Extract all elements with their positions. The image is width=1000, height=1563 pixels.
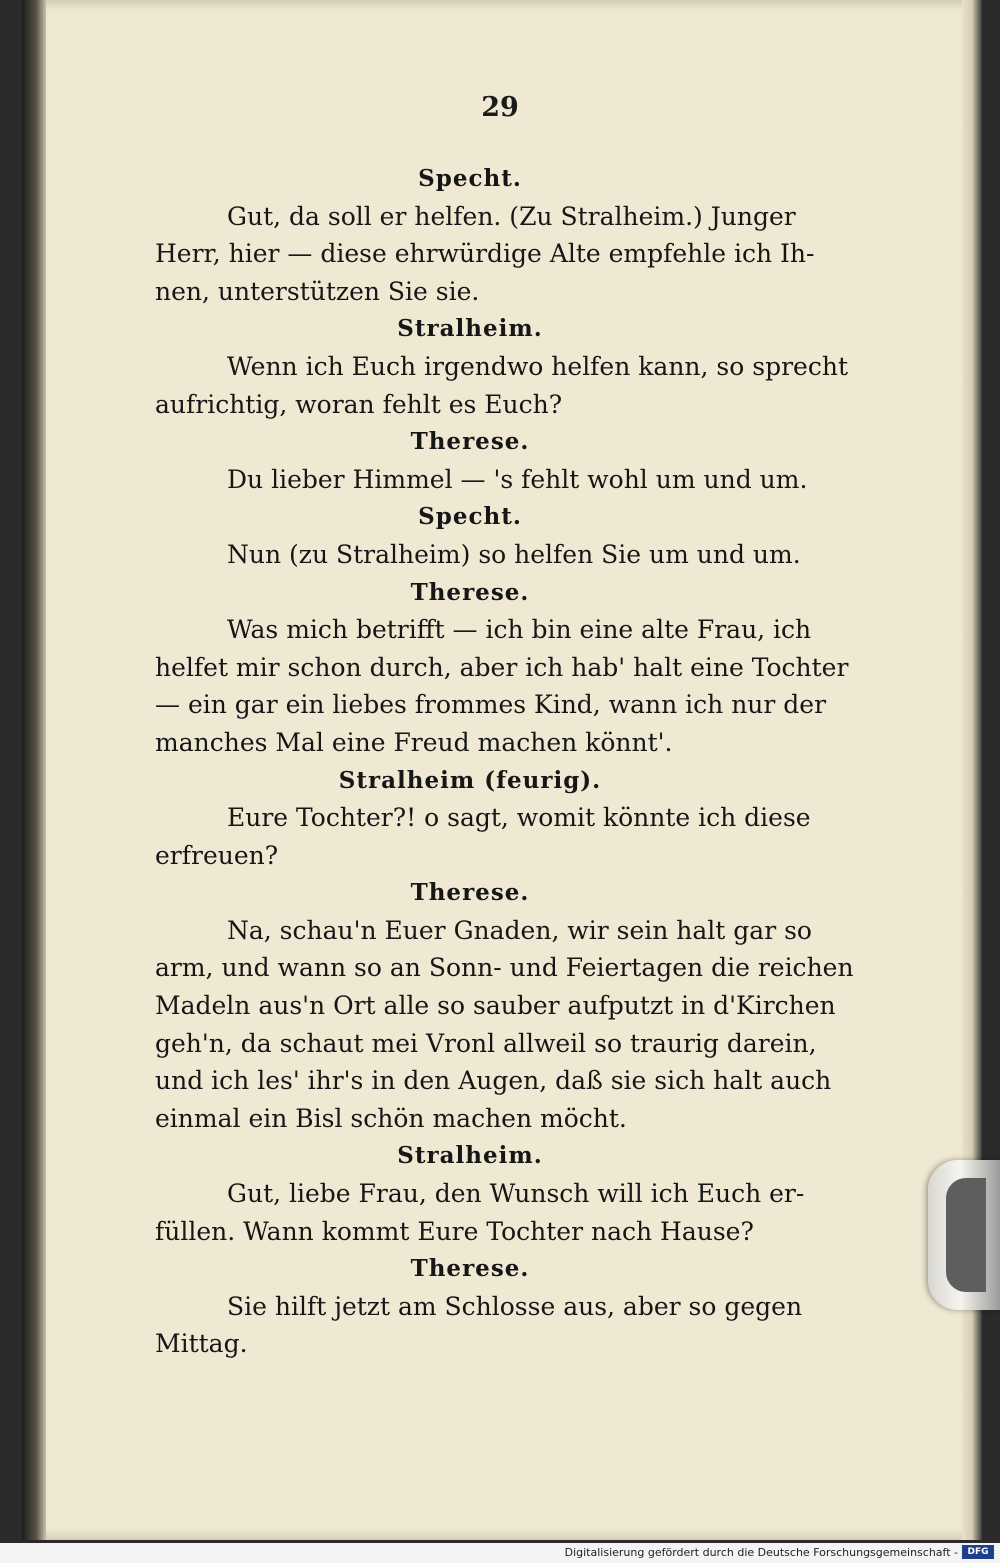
page-holder-clip-inner xyxy=(946,1178,986,1292)
page-text xyxy=(155,160,854,1363)
text-line: arm, und wann so an Sonn- und Feiertagen die reichen xyxy=(155,953,854,983)
text-line: Was mich betrifft — ich bin eine alte Frau, ich xyxy=(227,615,812,645)
dialogue-paragraph xyxy=(155,1288,815,1363)
speaker-name: Therese. xyxy=(410,428,530,456)
footer-credit: Digitalisierung gefördert durch die Deutsche Forschungsgemeinschaft - xyxy=(564,1546,958,1559)
text-line: helfet mir schon durch, aber ich hab' halt eine Tochter xyxy=(155,652,849,682)
text-line: Du lieber Himmel — 's fehlt wohl um und um. xyxy=(227,464,808,494)
page-holder-clip xyxy=(928,1160,1000,1310)
text-line: Sie hilft jetzt am Schlosse aus, aber so gegen xyxy=(227,1291,803,1321)
speaker-name: Stralheim. xyxy=(397,315,543,343)
dialogue-paragraph xyxy=(155,198,815,311)
speaker-name: Therese. xyxy=(410,879,530,907)
text-line: Herr, hier — diese ehrwürdige Alte empfehle ich Ih- xyxy=(155,239,815,269)
text-line: aufrichtig, woran fehlt es Euch? xyxy=(155,389,563,419)
dialogue-paragraph xyxy=(155,912,854,1138)
text-line: einmal ein Bisl schön machen möcht. xyxy=(155,1103,627,1133)
speaker-name: Therese. xyxy=(410,578,530,606)
text-line: Gut, liebe Frau, den Wunsch will ich Euch er- xyxy=(227,1179,805,1209)
text-line: Madeln aus'n Ort alle so sauber aufputzt in d'Kirchen xyxy=(155,991,836,1021)
text-line: nen, unterstützen Sie sie. xyxy=(155,276,480,306)
text-line: Gut, da soll er helfen. (Zu Stralheim.) Junger xyxy=(227,201,796,231)
text-line: geh'n, da schaut mei Vronl allweil so traurig darein, xyxy=(155,1028,817,1058)
speaker-name: Stralheim. xyxy=(397,1142,543,1170)
text-line: Nun (zu Stralheim) so helfen Sie um und um. xyxy=(227,539,801,569)
speaker-name: Specht. xyxy=(418,165,522,192)
dialogue-paragraph xyxy=(155,1175,815,1250)
dialogue-paragraph xyxy=(155,536,815,574)
dfg-logo: DFG xyxy=(962,1545,994,1559)
speaker-name: Stralheim (feurig). xyxy=(338,766,602,794)
text-line: Na, schau'n Euer Gnaden, wir sein halt gar so xyxy=(227,915,812,945)
speaker-name: Specht. xyxy=(418,503,522,531)
text-line: Eure Tochter?! o sagt, womit könnte ich diese xyxy=(227,803,811,833)
text-line: erfreuen? xyxy=(155,840,279,870)
page-number: 29 xyxy=(481,92,519,123)
text-line: füllen. Wann kommt Eure Tochter nach Hause? xyxy=(155,1216,754,1246)
dialogue-paragraph xyxy=(155,461,815,499)
dialogue-paragraph xyxy=(155,348,848,423)
text-line: manches Mal eine Freud machen könnt'. xyxy=(155,727,673,757)
text-line: Mittag. xyxy=(155,1329,248,1359)
text-line: und ich les' ihr's in den Augen, daß sie sich halt auch xyxy=(155,1066,832,1096)
dialogue-paragraph xyxy=(155,611,849,761)
book-gutter-edge xyxy=(22,0,46,1540)
speaker-name: Therese. xyxy=(410,1255,530,1283)
footer-bar xyxy=(0,1543,1000,1563)
text-line: Wenn ich Euch irgendwo helfen kann, so sprecht xyxy=(227,351,848,381)
dialogue-paragraph xyxy=(155,799,815,874)
text-line: — ein gar ein liebes frommes Kind, wann ich nur der xyxy=(155,690,827,720)
